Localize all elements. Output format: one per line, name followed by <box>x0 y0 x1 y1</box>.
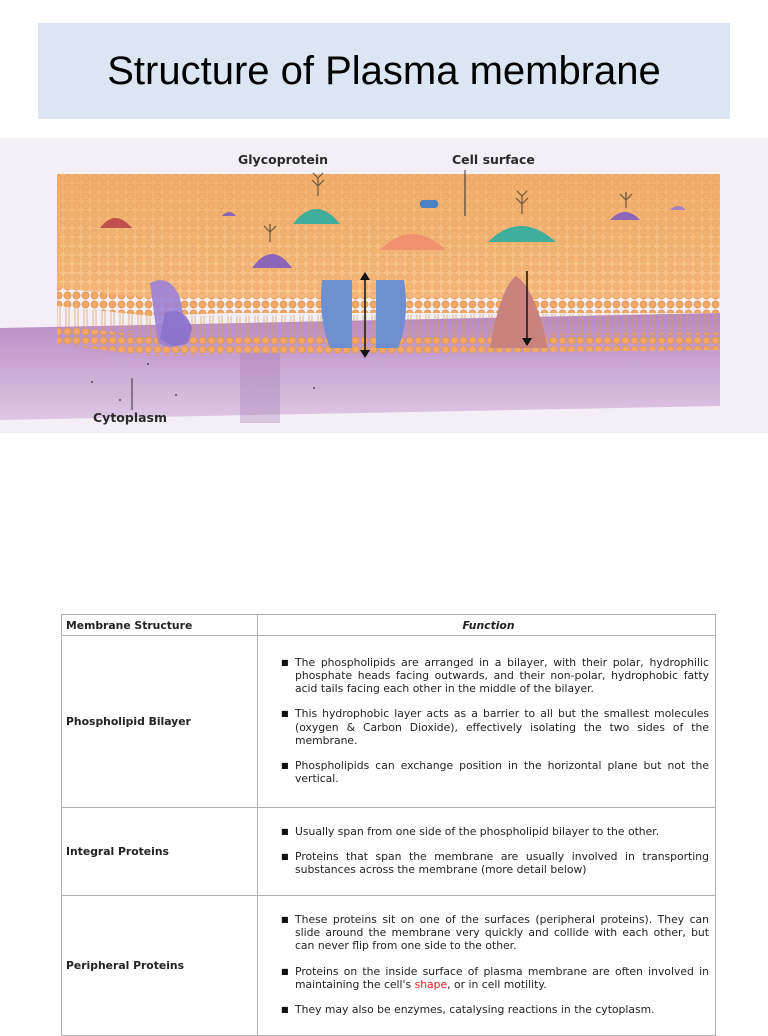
slide-title: Structure of Plasma membrane <box>107 48 661 93</box>
table-row <box>62 636 716 808</box>
membrane-illustration <box>0 138 768 433</box>
title-box <box>38 23 730 119</box>
list-item-text: Usually span from one side of the phospholipid bilayer to the other. <box>295 824 660 838</box>
cell-surface-label: Cell surface <box>452 152 535 167</box>
list-item <box>281 964 709 991</box>
list-item-text: Phospholipids can exchange position in the horizontal plane but not the vertical. <box>295 758 709 786</box>
membrane-function-table <box>61 614 716 1036</box>
bullet-icon: ■ <box>281 851 289 861</box>
function-list <box>258 821 715 883</box>
list-item <box>281 849 709 877</box>
list-item <box>281 824 709 838</box>
structure-cell: Phospholipid Bilayer <box>62 636 258 808</box>
table-row <box>62 808 716 896</box>
list-item <box>281 707 709 747</box>
membrane-figure <box>0 138 768 433</box>
text-after: , or in cell motility. <box>447 977 547 991</box>
function-cell <box>258 808 716 896</box>
bullet-icon: ■ <box>281 657 289 667</box>
list-item-text: They may also be enzymes, catalysing reactions in the cytoplasm. <box>295 1002 655 1016</box>
list-item <box>281 1002 709 1016</box>
list-item-text: The phospholipids are arranged in a bilayer, with their polar, hydrophilic phosphate heads facing outwards, and their non-polar, hydrophobic fatty acid tails facing each other in the middle of the bilayer. <box>295 655 709 696</box>
function-list <box>258 652 715 792</box>
bullet-icon: ■ <box>281 914 289 924</box>
list-item <box>281 912 709 953</box>
table-header-row <box>62 615 716 636</box>
list-item <box>281 655 709 696</box>
function-list <box>258 909 715 1022</box>
cytoplasm-label: Cytoplasm <box>93 410 168 425</box>
bullet-icon: ■ <box>281 709 289 719</box>
header-membrane-structure: Membrane Structure <box>62 615 258 636</box>
function-cell <box>258 896 716 1036</box>
header-function: Function <box>258 615 716 636</box>
bullet-icon: ■ <box>281 966 289 976</box>
table-row <box>62 896 716 1036</box>
list-item-text <box>295 965 709 991</box>
list-item <box>281 758 709 786</box>
glycoprotein-label: Glycoprotein <box>238 152 329 167</box>
bullet-icon: ■ <box>281 1004 289 1014</box>
structure-cell: Peripheral Proteins <box>62 896 258 1036</box>
bullet-icon: ■ <box>281 760 289 770</box>
list-item-text: Proteins that span the membrane are usually involved in transporting substances across the membrane (more detail below) <box>295 849 709 877</box>
list-item-text: This hydrophobic layer acts as a barrier to all but the smallest molecules (oxygen & Carbon Dioxide), effectively isolating the two sides of the membrane. <box>295 707 709 747</box>
highlight-shape: shape <box>414 977 448 991</box>
bullet-icon: ■ <box>281 826 289 836</box>
list-item-text: These proteins sit on one of the surfaces (peripheral proteins). They can slide around the membrane very quickly and collide with each other, but can never flip from one side to the other. <box>295 912 709 953</box>
function-cell <box>258 636 716 808</box>
structure-cell: Integral Proteins <box>62 808 258 896</box>
text-before: Proteins on the inside surface of plasma membrane are often involved in maintaining the cell's <box>295 964 709 991</box>
